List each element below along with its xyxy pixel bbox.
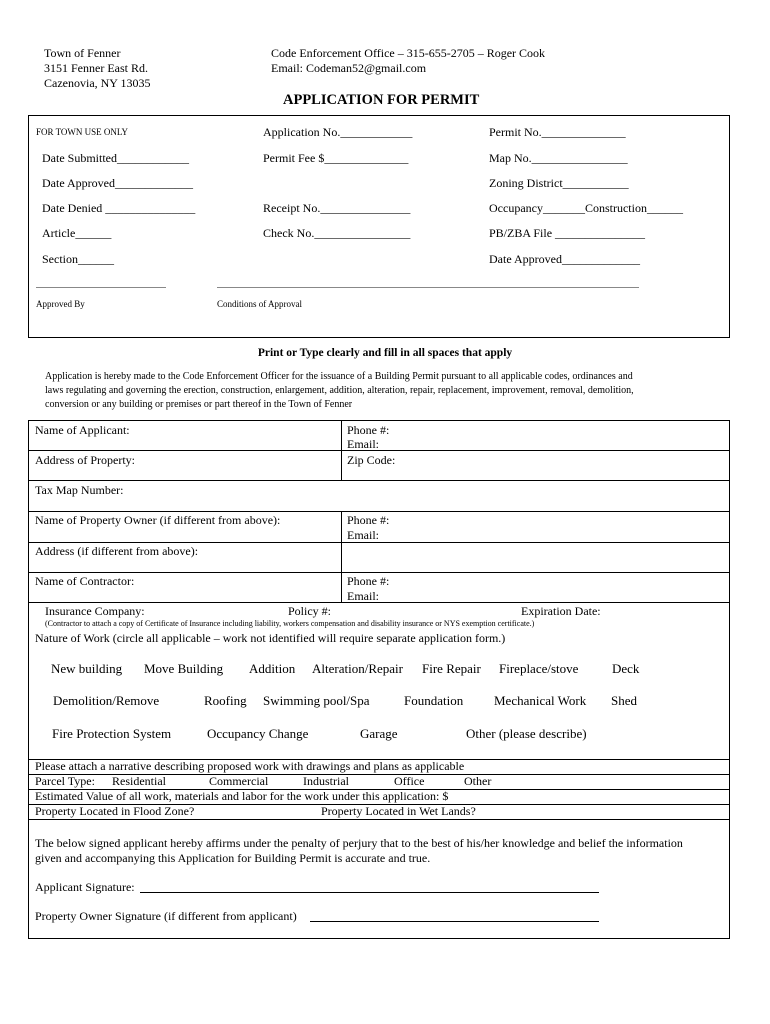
work-roofing: Roofing [204, 693, 247, 708]
work-other: Other (please describe) [466, 726, 587, 741]
column-divider [341, 511, 342, 602]
row-divider [28, 450, 730, 451]
affirmation-line2: given and accompanying this Application for Building Permit is accurate and true. [35, 851, 431, 865]
name-of-applicant-label: Name of Applicant: [35, 423, 130, 437]
date-submitted-field: Date Submitted____________ [42, 151, 189, 165]
parcel-commercial: Commercial [209, 774, 269, 788]
permit-fee-field: Permit Fee $______________ [263, 151, 409, 165]
receipt-no-field: Receipt No._______________ [263, 201, 411, 215]
owner-signature-label: Property Owner Signature (if different from applicant) [35, 909, 297, 923]
work-move-building: Move Building [144, 661, 224, 676]
check-no-field: Check No.________________ [263, 226, 411, 240]
section-field: Section______ [42, 252, 114, 266]
print-note: Print or Type clearly and fill in all spaces that apply [257, 347, 513, 359]
conditions-label: Conditions of Approval [217, 299, 302, 309]
office-email: Email: Codeman52@gmail.com [271, 61, 427, 75]
town-use-heading: FOR TOWN USE ONLY [36, 127, 129, 137]
row-divider [28, 819, 730, 820]
column-divider [341, 420, 342, 480]
work-garage: Garage [360, 726, 398, 741]
parcel-type-label: Parcel Type: [35, 774, 95, 788]
date-denied-field: Date Denied _______________ [42, 201, 196, 215]
narrative-note: Please attach a narrative describing proposed work with drawings and plans as applicable [35, 759, 465, 773]
contractor-note: (Contractor to attach a copy of Certificate of Insurance including liability, workers compensation and disability insurance or NYS exemption certificate.) [45, 619, 535, 628]
work-addition: Addition [249, 661, 296, 676]
permit-no-field: Permit No.______________ [489, 125, 626, 139]
owner-phone-label: Phone #: [347, 513, 390, 527]
town-city: Cazenovia, NY 13035 [44, 76, 151, 90]
affirmation-line1: The below signed applicant hereby affirms under the penalty of perjury that to the best of his/her knowledge and belief the information [35, 836, 683, 850]
address-of-property-label: Address of Property: [35, 453, 135, 467]
work-mechanical: Mechanical Work [494, 693, 587, 708]
owner-address-label: Address (if different from above): [35, 544, 199, 558]
contractor-phone-label: Phone #: [347, 574, 390, 588]
work-foundation: Foundation [404, 693, 464, 708]
applicant-signature-line[interactable] [140, 892, 599, 893]
article-field: Article______ [42, 226, 112, 240]
occupancy-construction-field: Occupancy_______Construction______ [489, 201, 683, 215]
instructions-line2: laws regulating and governing the erection, construction, enlargement, addition, alteration, repair, replacement, improvement, removal, demolition, [45, 385, 634, 396]
policy-label: Policy #: [288, 604, 332, 618]
owner-signature-line[interactable] [310, 921, 599, 922]
approved-by-label: Approved By [36, 299, 85, 309]
work-alteration: Alteration/Repair [312, 661, 403, 676]
parcel-office: Office [394, 774, 425, 788]
applicant-signature-label: Applicant Signature: [35, 880, 135, 894]
instructions-line1: Application is hereby made to the Code Enforcement Officer for the issuance of a Building Permit pursuant to all applicable codes, ordinances and [45, 371, 633, 382]
work-fire-repair: Fire Repair [422, 661, 481, 676]
work-demolition: Demolition/Remove [53, 693, 160, 708]
conditions-line [217, 287, 639, 288]
parcel-residential: Residential [112, 774, 166, 788]
date-approved2-field: Date Approved_____________ [489, 252, 640, 266]
office-contact: Code Enforcement Office – 315-655-2705 – Roger Cook [271, 46, 546, 60]
zoning-district-field: Zoning District___________ [489, 176, 629, 190]
work-shed: Shed [611, 693, 637, 708]
town-name: Town of Fenner [44, 46, 121, 60]
work-new-building: New building [51, 661, 123, 676]
approved-by-line [36, 287, 166, 288]
date-approved-field: Date Approved_____________ [42, 176, 193, 190]
expiration-label: Expiration Date: [521, 604, 601, 618]
parcel-industrial: Industrial [303, 774, 349, 788]
estimated-value-label: Estimated Value of all work, materials and labor for the work under this application: $ [35, 789, 449, 803]
work-fireplace: Fireplace/stove [499, 661, 579, 676]
wet-lands-label: Property Located in Wet Lands? [321, 804, 476, 818]
owner-email-label: Email: [347, 528, 379, 542]
nature-of-work-label: Nature of Work (circle all applicable – work not identified will require separate application form.) [35, 631, 506, 645]
tax-map-label: Tax Map Number: [35, 483, 124, 497]
work-occupancy-change: Occupancy Change [207, 726, 309, 741]
applicant-email-label: Email: [347, 437, 379, 451]
row-divider [28, 511, 730, 512]
map-no-field: Map No.________________ [489, 151, 628, 165]
contractor-email-label: Email: [347, 589, 379, 603]
pbzba-file-field: PB/ZBA File _______________ [489, 226, 646, 240]
instructions-line3: conversion or any building or premises or part thereof in the Town of Fenner [45, 399, 353, 410]
contractor-label: Name of Contractor: [35, 574, 135, 588]
owner-name-label: Name of Property Owner (if different from above): [35, 513, 281, 527]
work-fire-protection: Fire Protection System [52, 726, 172, 741]
zip-code-label: Zip Code: [347, 453, 396, 467]
application-no-field: Application No.____________ [263, 125, 413, 139]
insurance-label: Insurance Company: [45, 604, 145, 618]
work-deck: Deck [612, 661, 640, 676]
row-divider [28, 480, 730, 481]
flood-zone-label: Property Located in Flood Zone? [35, 804, 195, 818]
town-address: 3151 Fenner East Rd. [44, 61, 148, 75]
parcel-other: Other [464, 774, 492, 788]
row-divider [28, 572, 730, 573]
applicant-phone-label: Phone #: [347, 423, 390, 437]
page-title: APPLICATION FOR PERMIT [283, 92, 480, 108]
work-pool: Swimming pool/Spa [263, 693, 370, 708]
row-divider [28, 602, 730, 603]
row-divider [28, 542, 730, 543]
